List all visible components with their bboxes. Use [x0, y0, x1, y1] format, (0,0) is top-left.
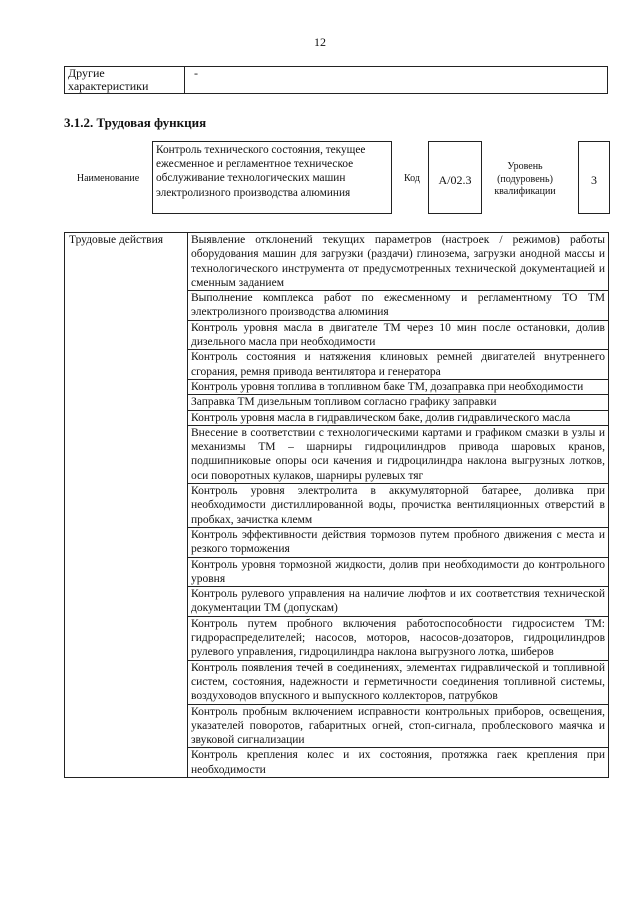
other-characteristics-row — [65, 67, 608, 94]
labor-action-item: Контроль уровня масла в двигателе ТМ через 10 мин после остановки, долив дизельного масла при необходимости — [188, 320, 609, 350]
qualification-level-label: Уровень (подуровень) квалификации — [494, 161, 556, 197]
table-row — [65, 233, 609, 291]
labor-action-item: Контроль появления течей в соединениях, элементах гидравлической и топливной систем, состояния, надежности и герметичности соединения топливной системы, воздуховодов впускного и выпускного коллекторов, патрубков — [188, 660, 609, 704]
labor-action-item: Контроль рулевого управления на наличие люфтов и их соответствия технической документации ТМ (допускам) — [188, 587, 609, 617]
labor-action-item: Выполнение комплекса работ по ежесменному и регламентному ТО ТМ электролизного производства алюминия — [188, 291, 609, 321]
labor-action-item: Контроль уровня тормозной жидкости, долив при необходимости до контрольного уровня — [188, 557, 609, 587]
labor-actions-table — [64, 232, 609, 778]
labor-action-item: Контроль уровня топлива в топливном баке ТМ, дозаправка при необходимости — [188, 379, 609, 394]
labor-action-item: Контроль уровня электролита в аккумуляторной батарее, доливка при необходимости дистиллированной воды, прочистка вентиляционных отверстий в пробках, зачистка клемм — [188, 484, 609, 528]
labor-action-item: Выявление отклонений текущих параметров (настроек / режимов) работы оборудования машин для загрузки (раздачи) глинозема, загрузки анодной массы и технологического инструмента от предусмотренных технической документацией и сменным заданием — [188, 233, 609, 291]
labor-action-item: Контроль эффективности действия тормозов путем пробного движения с места и резкого торможения — [188, 527, 609, 557]
code-label: Код — [404, 173, 420, 184]
labor-actions-category: Трудовые действия — [65, 233, 188, 778]
labor-action-item: Внесение в соответствии с технологическими картами и графиком смазки в узлы и механизмы ТМ – шарниры гидроцилиндров привода шаровых кранов, подшипниковые опоры оси качения и гидроцилиндра наклона выгрузных лотков, оси поворотных кулаков, шарниры рулевых тяг — [188, 425, 609, 483]
labor-actions-body — [65, 233, 609, 778]
qualification-level-value: 3 — [578, 141, 610, 214]
name-label: Наименование — [76, 173, 140, 184]
labor-action-item: Контроль крепления колес и их состояния, протяжка гаек крепления при необходимости — [188, 748, 609, 778]
other-characteristics-value: - — [185, 67, 608, 94]
labor-action-item: Контроль пробным включением исправности контрольных приборов, освещения, указателей поворотов, габаритных огней, стоп-сигнала, проблескового маячка и звуковой сигнализации — [188, 704, 609, 748]
section-heading: 3.1.2. Трудовая функция — [64, 115, 207, 130]
labor-action-item: Контроль путем пробного включения работоспособности гидросистем ТМ: гидрораспределителей; насосов, моторов, насосов-дозаторов, гидроцилиндров рулевого управления, гидроцилиндра наклона выгрузного лотка, шиберов — [188, 616, 609, 660]
other-characteristics-label: Другие характеристики — [65, 67, 185, 94]
labor-action-item: Контроль состояния и натяжения клиновых ремней двигателей внутреннего сгорания, ремня привода вентилятора и генератора — [188, 350, 609, 380]
labor-function-block — [64, 141, 610, 216]
page-number: 12 — [314, 35, 326, 49]
labor-action-item: Заправка ТМ дизельным топливом согласно графику заправки — [188, 395, 609, 410]
labor-action-item: Контроль уровня масла в гидравлическом баке, долив гидравлического масла — [188, 410, 609, 425]
other-characteristics-table — [64, 66, 608, 94]
name-value: Контроль технического состояния, текущее ежесменное и регламентное техническое обслуживание технологических машин электролизного производства алюминия — [152, 141, 392, 214]
code-value: A/02.3 — [428, 141, 482, 214]
